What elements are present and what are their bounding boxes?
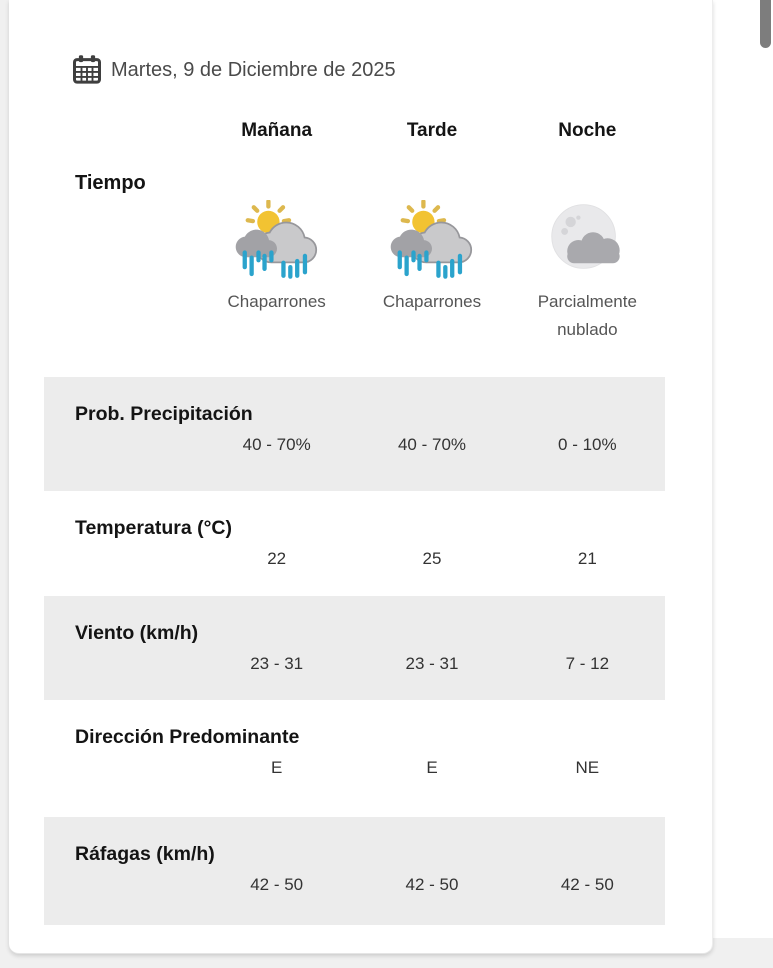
weather-icons-row xyxy=(44,200,665,360)
row-temperatura xyxy=(44,491,665,596)
row-label: Temperatura (°C) xyxy=(75,517,232,539)
page-background-left xyxy=(0,0,9,968)
column-header-noche: Noche xyxy=(558,120,617,141)
scrollbar-thumb[interactable] xyxy=(760,0,771,48)
weather-cell-manana xyxy=(199,200,354,344)
value-tarde: 23 - 31 xyxy=(405,654,459,673)
value-manana: 40 - 70% xyxy=(242,435,311,454)
row-viento xyxy=(44,596,665,700)
value-noche: 7 - 12 xyxy=(565,654,610,673)
weather-forecast-card xyxy=(9,0,713,954)
row-direccion-predominante xyxy=(44,700,665,817)
column-header-tarde: Tarde xyxy=(406,120,458,141)
value-tarde: 40 - 70% xyxy=(397,435,467,454)
column-headers-row xyxy=(44,120,665,150)
value-manana: E xyxy=(270,758,283,777)
row-rafagas xyxy=(44,817,665,925)
date-text: Martes, 9 de Diciembre de 2025 xyxy=(111,58,396,81)
value-tarde: E xyxy=(426,758,438,777)
weather-cell-tarde xyxy=(354,200,509,344)
value-noche: NE xyxy=(575,758,600,777)
value-noche: 0 - 10% xyxy=(558,435,617,454)
row-prob-precipitacion xyxy=(44,377,665,491)
value-tarde: 42 - 50 xyxy=(405,875,459,894)
rain-showers-icon xyxy=(234,200,320,282)
column-header-manana: Mañana xyxy=(241,120,313,141)
condition-label: Parcialmente nublado xyxy=(537,292,637,339)
row-label: Dirección Predominante xyxy=(75,726,300,748)
row-label: Prob. Precipitación xyxy=(75,403,253,425)
partly-cloudy-night-icon xyxy=(544,200,630,282)
date-header xyxy=(72,54,396,86)
value-manana: 23 - 31 xyxy=(250,654,304,673)
value-manana: 22 xyxy=(267,549,287,568)
value-tarde: 25 xyxy=(422,549,442,568)
row-label-tiempo: Tiempo xyxy=(75,172,146,194)
condition-label: Chaparrones xyxy=(382,292,482,311)
calendar-icon xyxy=(72,54,102,86)
rain-showers-icon xyxy=(389,200,475,282)
row-label: Viento (km/h) xyxy=(75,622,199,644)
weather-cell-noche xyxy=(510,200,665,344)
value-noche: 21 xyxy=(577,549,597,568)
row-label: Ráfagas (km/h) xyxy=(75,843,215,865)
value-noche: 42 - 50 xyxy=(560,875,614,894)
condition-label: Chaparrones xyxy=(227,292,326,311)
value-manana: 42 - 50 xyxy=(250,875,304,894)
